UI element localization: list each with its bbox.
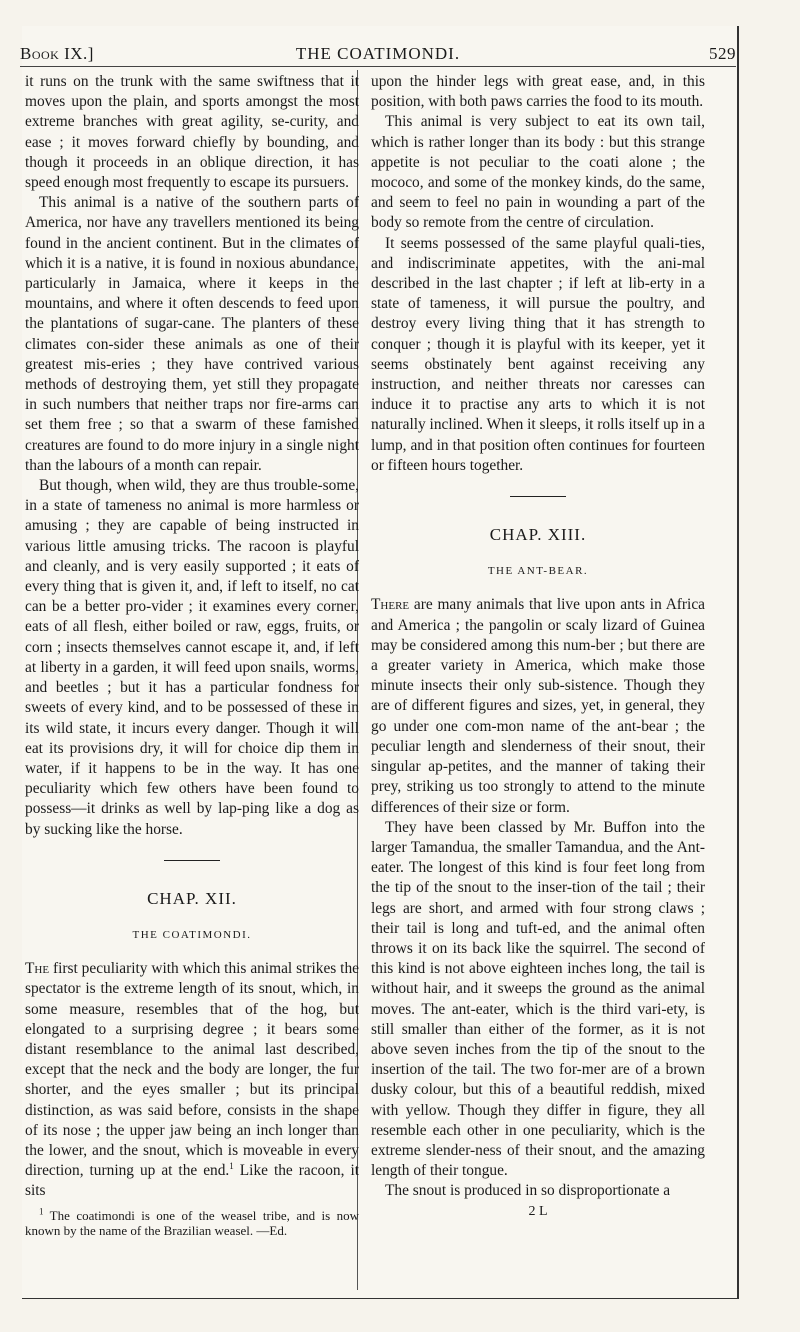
lead-word: There bbox=[371, 596, 410, 614]
paragraph-text: Like the racoon, it sits bbox=[25, 1162, 360, 1200]
chapter-heading: CHAP. XII. bbox=[147, 888, 237, 908]
page-number: 529 bbox=[709, 44, 736, 63]
paragraph: It seems possessed of the same playful quali-ties, and indiscriminate appetites, with the ani-mal described in the last chapter ; if left at lib-erty in a state of tameness, it will pursue the poultry, and destroy every living thing that it has strength to conquer ; though it is playful with its keeper, yet it seems obstinately bent against receiving any instruction, and neither threats nor caresses can induce it to practise any arts to which it is not naturally inclined. When it sleeps, it rolls itself up in a lump, and in that position often continues for fourteen or fifteen hours together. bbox=[371, 234, 705, 474]
paragraph bbox=[371, 595, 705, 817]
paragraph: upon the hinder legs with great ease, and, in this position, with both paws carries the food to its mouth. bbox=[371, 73, 705, 111]
paragraph: it runs on the trunk with the same swiftness that it moves upon the plain, and sports amongst the most extreme branches with great agility, se-curity, and ease ; it moves forward chiefly by bounding, and though it proceeds in an oblique direction, it has speed enough most frequently to escape its pursuers. bbox=[25, 73, 359, 192]
right-column bbox=[371, 72, 705, 1222]
paragraph-text: are many animals that live upon ants in Africa and America ; the pangolin or scaly lizard of Guinea may be considered among this num-ber ; but there are a greater variety in America, which make those minute insects their only sub-sistence. Though they are of different figures and sizes, yet, in general, they go under one com-mon name of the ant-bear ; the peculiar length and slenderness of their snout, their singular ap-petites, and the manner of taking their prey, striking us too strongly to attend to the minute differences of their size or form. bbox=[371, 596, 705, 816]
section-rule bbox=[510, 496, 566, 497]
footnote-ref[interactable]: 1 bbox=[229, 1161, 234, 1172]
running-header bbox=[20, 44, 736, 68]
section-rule bbox=[164, 860, 220, 861]
paragraph-text: first peculiarity with which this animal strikes the spectator is the extreme length of its snout, which, in some measure, resembles that of the hog, but elongated to a surprising degree ; it bears some distant resemblance to the animal last described, except that the neck and the body are longer, the fur shorter, and the eyes smaller ; but its principal distinction, as was said before, consists in the shape of its nose ; the upper jaw being an inch longer than the lower, and the snout, which is moveable in every direction, turning up at the end. bbox=[25, 960, 359, 1180]
footnote bbox=[25, 1208, 359, 1238]
chapter-heading: CHAP. XIII. bbox=[489, 525, 587, 545]
lead-word: The bbox=[25, 960, 50, 978]
signature-mark: 2 L bbox=[528, 1203, 548, 1219]
paragraph: This animal is very subject to eat its own tail, which is rather longer than its body : but this strange appetite is not peculiar to the coati alone ; the mococo, and some of the monkey kinds, do the same, and seem to feel no pain in wounding a part of the body so remote from the centre of circulation. bbox=[371, 113, 705, 232]
chapter-title: THE COATIMONDI. bbox=[132, 928, 252, 941]
paragraph: But though, when wild, they are thus trouble-some, in a state of tameness no animal is more harmless or amusing ; they are capable of being instructed in various little amusing tricks. The racoon is playful and cleanly, and is very easily supported ; it eats of every thing that is given it, and, if left to itself, no cat can be a better pro-vider ; it examines every corner, eats of all flesh, either boiled or raw, eggs, fruits, or corn ; insects themselves cannot escape it, and, if left at liberty in a garden, it will feed upon snails, worms, and beetles ; but it has a particular fondness for sweets of every kind, and to be possessed of these in its wild state, it incurs every danger. Though it will eat its provisions dry, it will for choice dip them in water, if it happens to be in the way. It has one peculiarity which few others have been found to possess—it drinks as well by lap-ping like a dog as by sucking like the horse. bbox=[25, 477, 359, 838]
header-rule bbox=[20, 66, 736, 67]
paragraph: The snout is produced in so disproportionate a bbox=[385, 1182, 671, 1200]
paragraph bbox=[25, 959, 359, 1201]
book-label: Book IX.] bbox=[20, 44, 94, 63]
paragraph: This animal is a native of the southern parts of America, nor have any travellers mentioned its being found in the ancient continent. But in the climates of which it is a native, it is found in noxious abundance, particularly in Jamaica, where it keeps in the mountains, and where it often descends to feed upon the plantations of sugar-cane. The planters of these climates con-sider these animals as one of their greatest mis-eries ; they have contrived various methods of destroying them, yet still they propagate in such numbers that neither traps nor fire-arms can set them free ; so that a swarm of these famished creatures are found to do more injury in a single night than the labours of a month can repair. bbox=[25, 194, 359, 474]
footnote-mark: 1 bbox=[39, 1206, 44, 1217]
paragraph: They have been classed by Mr. Buffon into the larger Tamandua, the smaller Tamandua, and the Ant-eater. The longest of this kind is four feet long from the tip of the snout to the inser-tion of the tail ; their legs are short, and armed with four strong claws ; their tail is long and tuft-ed, and the animal often throws it on its back like the squirrel. The second of this kind is not above eighteen inches long, the tail is without hair, and it sweeps the ground as the animal moves. The ant-eater, which is the third vari-ety, is still smaller than either of the former, as it is not above seven inches from the tip of the snout to the insertion of the tail. The two for-mer are of a brown dusky colour, but this of a beautiful reddish, mixed with yellow. Though they differ in figure, they all resemble each other in one peculiarity, which is the extreme slender-ness of their snout, and the amazing length of their tongue. bbox=[371, 818, 705, 1180]
page-title: THE COATIMONDI. bbox=[295, 44, 461, 63]
chapter-title: THE ANT-BEAR. bbox=[487, 565, 589, 578]
left-column bbox=[25, 72, 359, 1238]
footnote-text: The coatimondi is one of the weasel tribe, and is now known by the name of the Brazilian weasel. —Ed. bbox=[25, 1207, 359, 1238]
